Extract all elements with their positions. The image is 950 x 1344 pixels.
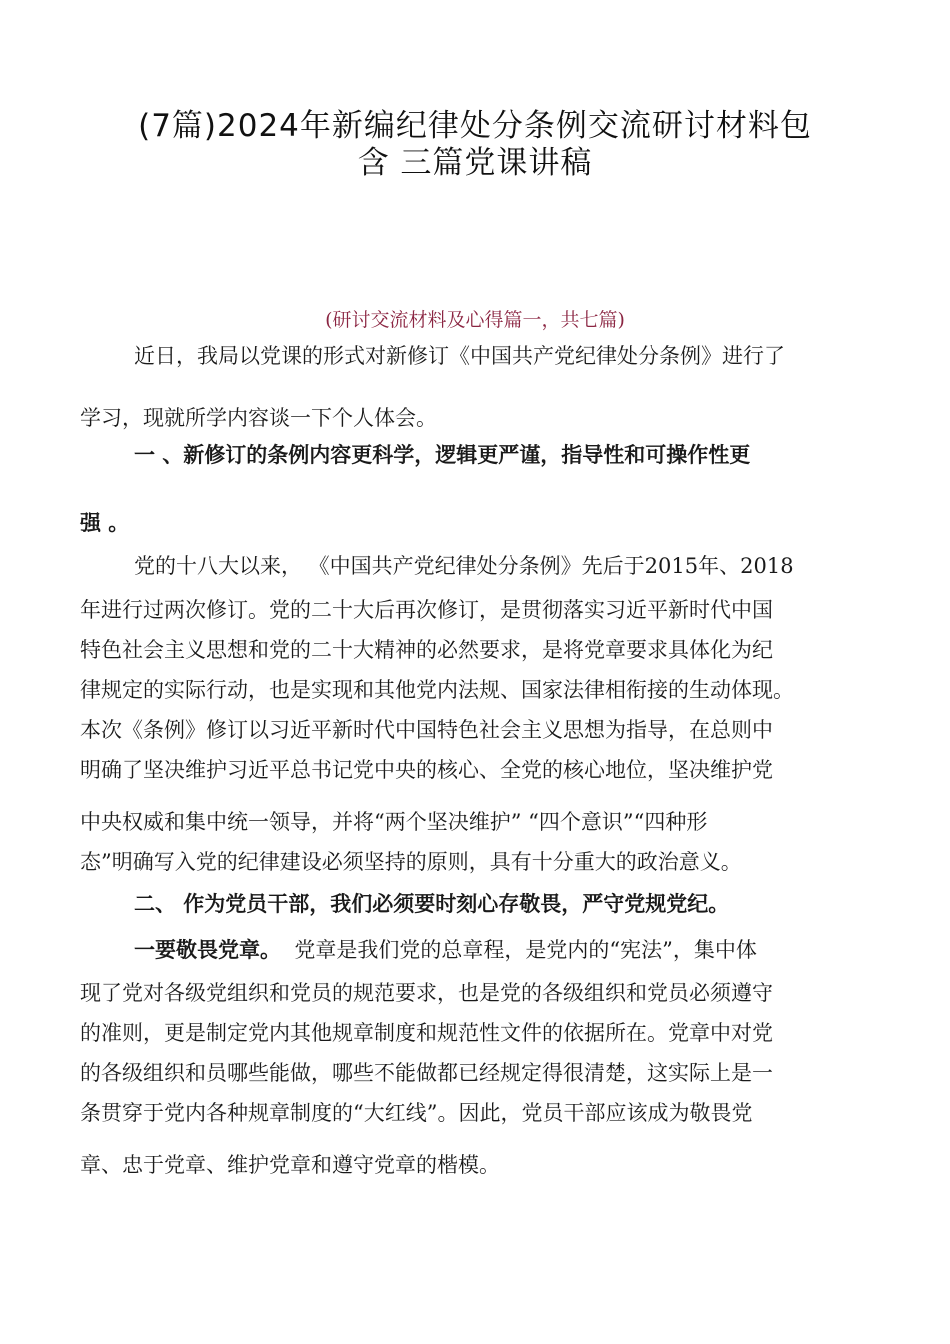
body-line: 态”明确写入党的纪律建设必须坚持的原则，具有十分重大的政治意义。 — [80, 850, 742, 874]
body-line-text: 党章是我们党的总章程，是党内的“宪法”，集中体 — [294, 938, 757, 962]
body-line: 学习，现就所学内容谈一下个人体会。 — [80, 406, 437, 430]
document-title-line-2: 含 三篇党课讲稿 — [357, 145, 593, 181]
body-line: 党的十八大以来， 《中国共产党纪律处分条例》先后于2015年、2018 — [134, 554, 794, 578]
body-line: 的各级组织和员哪些能做，哪些不能做都已经规定得很清楚，这实际上是一 — [80, 1061, 773, 1085]
section-heading-1: 一 、新修订的条例内容更科学，逻辑更严谨，指导性和可操作性更 — [134, 443, 751, 467]
document-subtitle: (研讨交流材料及心得篇一，共七篇) — [325, 309, 625, 331]
body-line: 中央权威和集中统一领导，并将“两个坚决维护” “四个意识”“四种形 — [80, 810, 708, 834]
body-line: 的准则，更是制定党内其他规章制度和规范性文件的依据所在。党章中对党 — [80, 1021, 773, 1045]
body-line: 特色社会主义思想和党的二十大精神的必然要求，是将党章要求具体化为纪 — [80, 638, 773, 662]
body-line: 律规定的实际行动，也是实现和其他党内法规、国家法律相衔接的生动体现。 — [80, 678, 794, 702]
body-line: 现了党对各级党组织和党员的规范要求，也是党的各级组织和党员必须遵守 — [80, 981, 773, 1005]
lead-bold: 一要敬畏党章。 — [134, 938, 281, 962]
body-line: 章、忠于党章、维护党章和遵守党章的楷模。 — [80, 1153, 500, 1177]
body-line: 本次《条例》修订以习近平新时代中国特色社会主义思想为指导，在总则中 — [80, 718, 773, 742]
body-line: 明确了坚决维护习近平总书记党中央的核心、全党的核心地位，坚决维护党 — [80, 758, 773, 782]
body-line: 年进行过两次修订。党的二十大后再次修订，是贯彻落实习近平新时代中国 — [80, 598, 773, 622]
document-title-line-1: (7篇)2024年新编纪律处分条例交流研讨材料包 — [138, 108, 812, 144]
section-heading-2: 二、 作为党员干部，我们必须要时刻心存敬畏，严守党规党纪。 — [134, 892, 730, 916]
body-line: 条贯穿于党内各种规章制度的“大红线”。因此，党员干部应该成为敬畏党 — [80, 1101, 753, 1125]
section-heading-1-cont: 强 。 — [80, 511, 130, 535]
body-line — [134, 940, 757, 961]
body-line: 近日，我局以党课的形式对新修订《中国共产党纪律处分条例》进行了 — [134, 344, 785, 368]
